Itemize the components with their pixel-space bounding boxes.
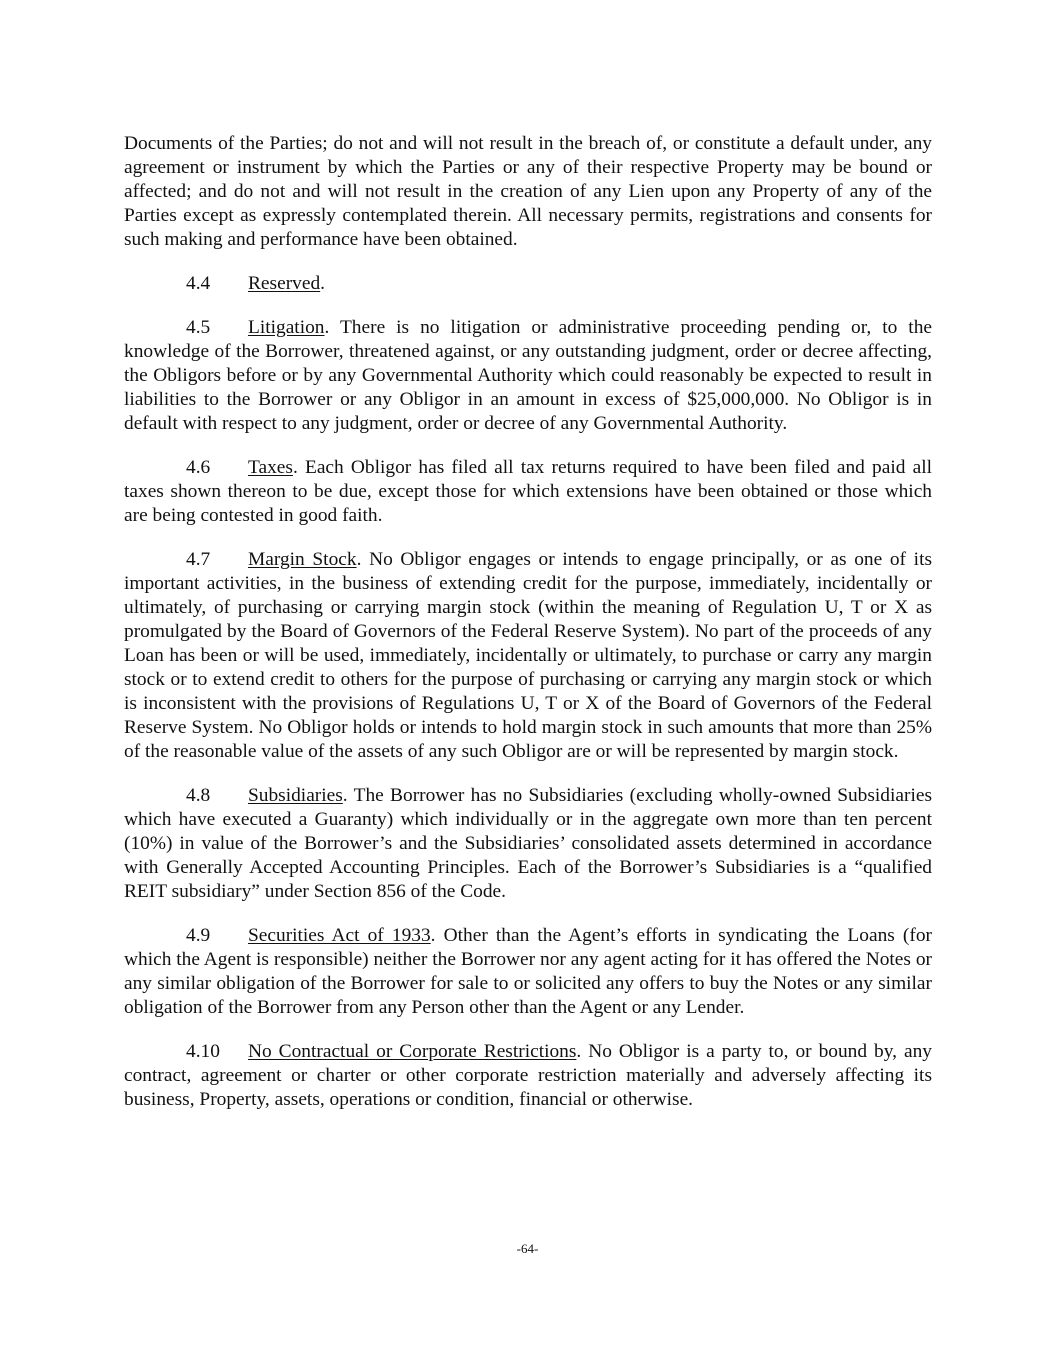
- page-number: -64-: [516, 1241, 539, 1256]
- section-number: 4.6: [186, 457, 211, 478]
- section-number: 4.4: [186, 273, 211, 294]
- section-body: . Other than the Agent’s efforts in syndicating the Loans (for which the Agent is responsible) neither the Borrower nor any agent acting for it has offered the Notes or any similar obligation of the Borrower for sale to or solicited any offers to buy the Notes or any similar obligation of the Borrower from any Person other than the Agent or any Lender.: [124, 925, 932, 1018]
- section-number: 4.5: [186, 317, 211, 338]
- section-body: . No Obligor is a party to, or bound by, any contract, agreement or charter or other corporate restriction materially and adversely affecting its business, Property, assets, operations or condition, financial or otherwise.: [124, 1041, 932, 1110]
- section-4-5: [124, 316, 932, 436]
- section-body: . No Obligor engages or intends to engage principally, or as one of its important activities, in the business of extending credit for the purpose, immediately, incidentally or ultimately, of purchasing or carrying margin stock (within the meaning of Regulation U, T or X as promulgated by the Board of Governors of the Federal Reserve System). No part of the proceeds of any Loan has been or will be used, immediately, incidentally or ultimately, to purchase or carry any margin stock or to extend credit to others for the purpose of purchasing or carrying any margin stock or which is inconsistent with the provisions of Regulations U, T or X of the Board of Governors of the Federal Reserve System. No Obligor holds or intends to hold margin stock in such amounts that more than 25% of the reasonable value of the assets of any such Obligor are or will be represented by margin stock.: [124, 549, 932, 762]
- section-heading: Taxes: [248, 457, 293, 478]
- section-4-8: [124, 784, 932, 904]
- section-number: 4.7: [186, 549, 211, 570]
- section-number: 4.10: [186, 1041, 220, 1062]
- section-heading: Securities Act of 1933: [248, 925, 431, 946]
- section-4-4: [124, 272, 932, 296]
- section-heading: No Contractual or Corporate Restrictions: [248, 1041, 577, 1062]
- intro-paragraph: Documents of the Parties; do not and will not result in the breach of, or constitute a default under, any agreement or instrument by which the Parties or any of their respective Property may be bound or affected; and do not and will not result in the creation of any Lien upon any Property of any of the Parties except as expressly contemplated therein. All necessary permits, registrations and consents for such making and performance have been obtained.: [124, 133, 932, 250]
- section-heading: Reserved: [248, 273, 321, 294]
- section-body: .: [320, 273, 326, 294]
- document-page: [124, 132, 932, 1132]
- section-heading: Margin Stock: [248, 549, 357, 570]
- section-body: . The Borrower has no Subsidiaries (excluding wholly-owned Subsidiaries which have executed a Guaranty) which individually or in the aggregate own more than ten percent (10%) in value of the Borrower’s and the Subsidiaries’ consolidated assets determined in accordance with Generally Accepted Accounting Principles. Each of the Borrower’s Subsidiaries is a “qualified REIT subsidiary” under Section 856 of the Code.: [124, 785, 932, 902]
- section-4-6: [124, 456, 932, 528]
- section-4-9: [124, 924, 932, 1020]
- section-body: . There is no litigation or administrative proceeding pending or, to the knowledge of the Borrower, threatened against, or any outstanding judgment, order or decree affecting, the Obligors before or by any Governmental Authority which could reasonably be expected to result in liabilities to the Borrower or any Obligor in an amount in excess of $25,000,000. No Obligor is in default with respect to any judgment, order or decree of any Governmental Authority.: [124, 317, 932, 434]
- section-4-10: [124, 1040, 932, 1112]
- section-heading: Litigation: [248, 317, 325, 338]
- section-heading: Subsidiaries: [248, 785, 343, 806]
- section-number: 4.9: [186, 925, 211, 946]
- section-number: 4.8: [186, 785, 211, 806]
- section-body: . Each Obligor has filed all tax returns required to have been filed and paid all taxes shown thereon to be due, except those for which extensions have been obtained or those which are being contested in good faith.: [124, 457, 932, 526]
- section-4-7: [124, 548, 932, 764]
